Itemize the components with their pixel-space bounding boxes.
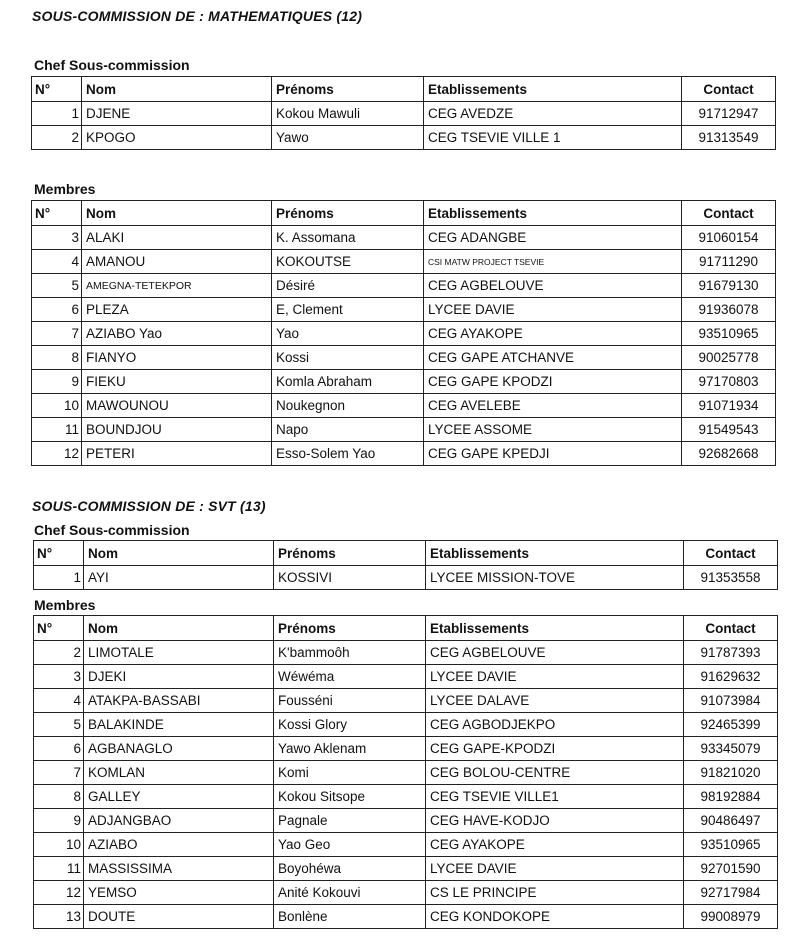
cell-prenoms: Komi [274,761,426,785]
cell-contact: 90025778 [682,346,776,370]
cell-nom: GALLEY [84,785,274,809]
cell-n: 4 [32,250,82,274]
column-header-etab: Etablissements [426,541,684,566]
cell-prenoms: Esso-Solem Yao [272,442,424,466]
table-row [34,809,778,833]
cell-nom: BALAKINDE [84,713,274,737]
column-header-prenoms: Prénoms [274,616,426,641]
cell-prenoms: Kossi Glory [274,713,426,737]
cell-n: 2 [32,126,82,150]
cell-nom: AMEGNA-TETEKPOR [82,274,272,298]
cell-etab: CEG AVEDZE [424,102,682,126]
column-header-num: N° [32,201,82,226]
cell-n: 13 [34,905,84,929]
cell-prenoms: Yawo [272,126,424,150]
cell-contact: 91549543 [682,418,776,442]
cell-prenoms: Kossi [272,346,424,370]
cell-contact: 93345079 [684,737,778,761]
table-row [32,394,776,418]
cell-nom: ADJANGBAO [84,809,274,833]
table-header-row [32,201,776,226]
column-header-num: N° [32,77,82,102]
cell-n: 3 [34,665,84,689]
cell-prenoms: Fousséni [274,689,426,713]
cell-prenoms: Wéwéma [274,665,426,689]
cell-nom: ALAKI [82,226,272,250]
table-row [34,761,778,785]
table-row [34,833,778,857]
cell-n: 1 [34,566,84,590]
cell-n: 10 [34,833,84,857]
column-header-nom: Nom [82,201,272,226]
column-header-contact: Contact [684,541,778,566]
math-section-title: SOUS-COMMISSION DE : MATHEMATIQUES (12) [32,8,363,24]
svt-section-title: SOUS-COMMISSION DE : SVT (13) [32,498,266,514]
table-row [32,102,776,126]
cell-contact: 91679130 [682,274,776,298]
cell-etab: CEG AGBODJEKPO [426,713,684,737]
cell-prenoms: Yao Geo [274,833,426,857]
cell-nom: FIANYO [82,346,272,370]
cell-prenoms: Yawo Aklenam [274,737,426,761]
cell-prenoms: K. Assomana [272,226,424,250]
column-header-nom: Nom [82,77,272,102]
cell-prenoms: K'bammoôh [274,641,426,665]
cell-n: 7 [32,322,82,346]
cell-etab: CEG GAPE-KPODZI [426,737,684,761]
cell-etab: LYCEE DAVIE [426,665,684,689]
cell-n: 4 [34,689,84,713]
table-row [32,250,776,274]
cell-n: 1 [32,102,82,126]
cell-prenoms: Yao [272,322,424,346]
cell-etab: LYCEE DALAVE [426,689,684,713]
column-header-num: N° [34,616,84,641]
column-header-nom: Nom [84,616,274,641]
cell-nom: KOMLAN [84,761,274,785]
cell-contact: 91071934 [682,394,776,418]
cell-n: 6 [32,298,82,322]
table-row [32,370,776,394]
table-row [32,274,776,298]
column-header-etab: Etablissements [424,201,682,226]
cell-contact: 91353558 [684,566,778,590]
cell-nom: BOUNDJOU [82,418,272,442]
table-row [34,689,778,713]
table-row [32,226,776,250]
math-membres-table [31,200,776,466]
cell-etab: CS LE PRINCIPE [426,881,684,905]
cell-n: 5 [32,274,82,298]
table-row [32,126,776,150]
cell-n: 9 [34,809,84,833]
cell-etab: CEG AGBELOUVE [424,274,682,298]
cell-etab: CEG GAPE KPODZI [424,370,682,394]
cell-etab: LYCEE MISSION-TOVE [426,566,684,590]
cell-prenoms: Napo [272,418,424,442]
cell-etab: LYCEE DAVIE [426,857,684,881]
cell-n: 8 [32,346,82,370]
math-membres-label: Membres [34,181,96,197]
cell-contact: 91629632 [684,665,778,689]
cell-etab: CEG GAPE KPEDJI [424,442,682,466]
cell-n: 11 [34,857,84,881]
cell-etab: CEG AVELEBE [424,394,682,418]
cell-nom: FIEKU [82,370,272,394]
cell-contact: 91711290 [682,250,776,274]
cell-nom: DJEKI [84,665,274,689]
table-row [34,905,778,929]
cell-etab: CEG GAPE ATCHANVE [424,346,682,370]
cell-nom: DOUTE [84,905,274,929]
cell-nom: AZIABO Yao [82,322,272,346]
cell-contact: 97170803 [682,370,776,394]
cell-contact: 98192884 [684,785,778,809]
cell-etab: CEG ADANGBE [424,226,682,250]
cell-contact: 91313549 [682,126,776,150]
cell-n: 10 [32,394,82,418]
cell-n: 8 [34,785,84,809]
table-header-row [34,616,778,641]
cell-n: 7 [34,761,84,785]
cell-contact: 93510965 [682,322,776,346]
svt-membres-table [33,615,778,929]
cell-prenoms: Komla Abraham [272,370,424,394]
cell-n: 12 [34,881,84,905]
table-row [34,785,778,809]
cell-etab: CEG TSEVIE VILLE 1 [424,126,682,150]
column-header-etab: Etablissements [426,616,684,641]
table-row [32,442,776,466]
cell-contact: 91712947 [682,102,776,126]
column-header-etab: Etablissements [424,77,682,102]
table-header-row [34,541,778,566]
cell-nom: AYI [84,566,274,590]
cell-contact: 92465399 [684,713,778,737]
cell-prenoms: Kokou Mawuli [272,102,424,126]
cell-nom: LIMOTALE [84,641,274,665]
table-header-row [32,77,776,102]
column-header-prenoms: Prénoms [272,201,424,226]
column-header-nom: Nom [84,541,274,566]
cell-etab: CEG HAVE-KODJO [426,809,684,833]
table-row [34,665,778,689]
cell-etab: CEG TSEVIE VILLE1 [426,785,684,809]
cell-contact: 99008979 [684,905,778,929]
cell-n: 2 [34,641,84,665]
cell-nom: AZIABO [84,833,274,857]
cell-n: 9 [32,370,82,394]
table-row [34,713,778,737]
cell-contact: 91060154 [682,226,776,250]
table-row [32,322,776,346]
cell-n: 6 [34,737,84,761]
table-row [32,346,776,370]
svt-chef-table [33,540,778,590]
cell-contact: 93510965 [684,833,778,857]
cell-n: 11 [32,418,82,442]
svt-chef-label: Chef Sous-commission [34,522,190,538]
cell-prenoms: Noukegnon [272,394,424,418]
table-row [32,418,776,442]
cell-contact: 92701590 [684,857,778,881]
cell-prenoms: KOKOUTSE [272,250,424,274]
table-row [34,857,778,881]
cell-etab: CEG AGBELOUVE [426,641,684,665]
cell-n: 12 [32,442,82,466]
column-header-contact: Contact [684,616,778,641]
cell-etab: CEG BOLOU-CENTRE [426,761,684,785]
math-chef-table [31,76,776,150]
svt-membres-label: Membres [34,597,96,613]
cell-contact: 91787393 [684,641,778,665]
cell-nom: DJENE [82,102,272,126]
cell-prenoms: Kokou Sitsope [274,785,426,809]
cell-etab: CSI MATW PROJECT TSEVIE [424,250,682,274]
column-header-num: N° [34,541,84,566]
cell-nom: MAWOUNOU [82,394,272,418]
column-header-prenoms: Prénoms [274,541,426,566]
cell-etab: LYCEE ASSOME [424,418,682,442]
cell-n: 3 [32,226,82,250]
cell-prenoms: E, Clement [272,298,424,322]
cell-nom: KPOGO [82,126,272,150]
cell-nom: PETERI [82,442,272,466]
cell-prenoms: KOSSIVI [274,566,426,590]
cell-contact: 91821020 [684,761,778,785]
cell-prenoms: Pagnale [274,809,426,833]
cell-contact: 90486497 [684,809,778,833]
table-row [34,641,778,665]
cell-etab: LYCEE DAVIE [424,298,682,322]
cell-nom: AMANOU [82,250,272,274]
cell-etab: CEG KONDOKOPE [426,905,684,929]
table-row [34,566,778,590]
table-row [34,737,778,761]
cell-etab: CEG AYAKOPE [426,833,684,857]
cell-nom: ATAKPA-BASSABI [84,689,274,713]
cell-prenoms: Boyohéwa [274,857,426,881]
cell-nom: AGBANAGLO [84,737,274,761]
cell-prenoms: Bonlène [274,905,426,929]
cell-contact: 92717984 [684,881,778,905]
cell-prenoms: Anité Kokouvi [274,881,426,905]
cell-etab: CEG AYAKOPE [424,322,682,346]
math-chef-label: Chef Sous-commission [34,57,190,73]
column-header-contact: Contact [682,201,776,226]
cell-contact: 91073984 [684,689,778,713]
column-header-prenoms: Prénoms [272,77,424,102]
cell-contact: 91936078 [682,298,776,322]
table-row [34,881,778,905]
cell-nom: MASSISSIMA [84,857,274,881]
cell-nom: YEMSO [84,881,274,905]
table-row [32,298,776,322]
column-header-contact: Contact [682,77,776,102]
cell-n: 5 [34,713,84,737]
cell-nom: PLEZA [82,298,272,322]
cell-prenoms: Désiré [272,274,424,298]
cell-contact: 92682668 [682,442,776,466]
